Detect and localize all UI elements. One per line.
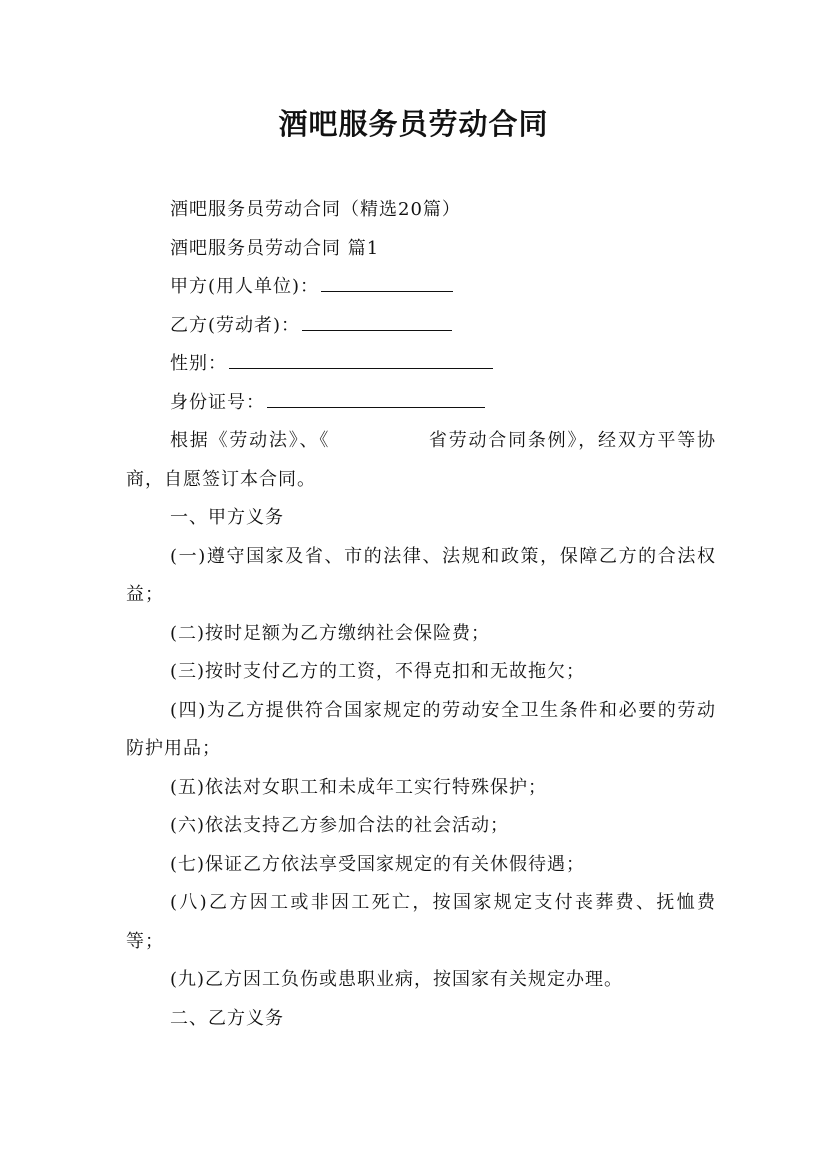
party-b-blank-line [302, 310, 452, 331]
intro-part2: 省劳动合同条例》，经双方平等协商，自愿签订本合同。 [126, 430, 716, 490]
intro-paragraph [126, 422, 716, 499]
section-two-heading: 二、乙方义务 [170, 1007, 284, 1029]
duty-item: (六)依法支持乙方参加合法的社会活动； [170, 815, 510, 836]
document-body [126, 191, 716, 1038]
party-a-field [126, 268, 716, 307]
duty-item: (二)按时足额为乙方缴纳社会保险费； [170, 622, 491, 644]
gender-label: 性别： [170, 353, 227, 374]
id-number-field [126, 384, 716, 423]
duty-item: (五)依法对女职工和未成年工实行特殊保护； [170, 776, 548, 798]
gender-blank-line [229, 348, 493, 369]
duty-item: (七)保证乙方依法享受国家规定的有关休假待遇； [170, 853, 586, 875]
section-one-heading: 一、甲方义务 [170, 507, 284, 528]
party-a-blank-line [321, 271, 453, 292]
document-subtitle: 酒吧服务员劳动合同（精选20篇） [170, 199, 461, 220]
duty-item: (九)乙方因工负伤或患职业病，按国家有关规定办理。 [170, 969, 624, 990]
gender-field [126, 345, 716, 384]
duty-item: (三)按时支付乙方的工资，不得克扣和无故拖欠； [170, 661, 586, 682]
party-b-label: 乙方(劳动者)： [170, 314, 301, 336]
duty-item: (一)遵守国家及省、市的法律、法规和政策，保障乙方的合法权益； [126, 545, 716, 605]
party-b-field [126, 307, 716, 346]
section-heading: 酒吧服务员劳动合同 篇1 [170, 237, 380, 259]
document-title: 酒吧服务员劳动合同 [278, 107, 549, 141]
duty-item: (八)乙方因工或非因工死亡，按国家规定支付丧葬费、抚恤费等； [126, 892, 716, 952]
duty-item: (四)为乙方提供符合国家规定的劳动安全卫生条件和必要的劳动防护用品； [126, 699, 716, 759]
party-a-label: 甲方(用人单位)： [170, 276, 320, 297]
intro-part1: 根据《劳动法》、《 [170, 430, 331, 451]
id-number-label: 身份证号： [170, 391, 265, 413]
id-number-blank-line [267, 387, 485, 408]
